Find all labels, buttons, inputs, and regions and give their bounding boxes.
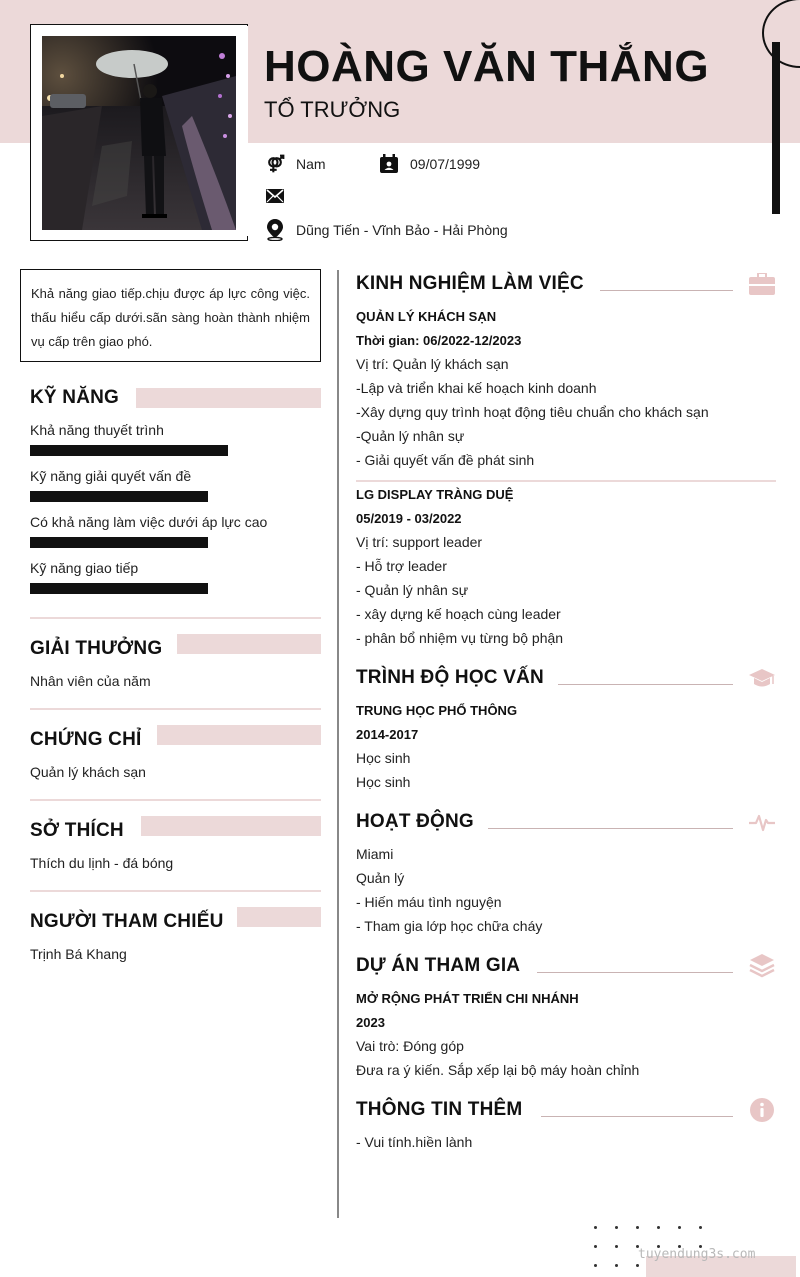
layers-icon	[748, 952, 776, 980]
certificates-title: CHỨNG CHỈ	[30, 729, 142, 750]
watermark: tuyendung3s.com	[638, 1247, 756, 1262]
decorative-vertical-bar	[772, 42, 780, 214]
projects-title: DỰ ÁN THAM GIA	[356, 955, 521, 976]
full-name: HOÀNG VĂN THẮNG	[264, 42, 710, 91]
birthday-value: 09/07/1999	[410, 156, 481, 172]
education-time: 2014-2017	[356, 727, 419, 742]
skill-label: Khả năng thuyết trình	[30, 422, 164, 438]
gender-value: Nam	[296, 156, 326, 172]
email-row	[265, 186, 296, 206]
education-line: Học sinh	[356, 750, 411, 766]
job-company: LG DISPLAY TRÀNG DUỆ	[356, 487, 514, 502]
skill-label: Kỹ năng giao tiếp	[30, 560, 139, 576]
project-line: Vai trò: Đóng góp	[356, 1038, 464, 1054]
education-title-line	[558, 684, 733, 685]
section-divider	[30, 708, 321, 710]
project-name: MỞ RỘNG PHÁT TRIỂN CHI NHÁNH	[356, 991, 579, 1006]
gender-row	[265, 154, 326, 174]
skills-title-bar	[136, 388, 321, 408]
activities-title-line	[488, 828, 733, 829]
extra-title-line	[541, 1116, 733, 1117]
envelope-icon	[265, 186, 285, 206]
activity-line: - Tham gia lớp học chữa cháy	[356, 918, 543, 934]
skill-level-bar	[30, 445, 228, 456]
job-line: - phân bổ nhiệm vụ từng bộ phận	[356, 630, 564, 646]
skill-level-bar	[30, 537, 208, 548]
info-icon	[748, 1096, 776, 1124]
skill-label: Có khả năng làm việc dưới áp lực cao	[30, 514, 268, 530]
section-divider	[30, 890, 321, 892]
references-title-bar	[237, 907, 321, 927]
activity-line: Miami	[356, 846, 394, 862]
project-line: Đưa ra ý kiến. Sắp xếp lại bộ máy hoàn chỉnh	[356, 1062, 640, 1078]
job-divider	[356, 480, 776, 482]
certificates-title-bar	[157, 725, 321, 745]
job-line: - Quản lý nhân sự	[356, 582, 469, 598]
job-line: - xây dựng kế hoạch cùng leader	[356, 606, 561, 622]
job-line: - Giải quyết vấn đề phát sinh	[356, 452, 535, 468]
education-title: TRÌNH ĐỘ HỌC VẤN	[356, 667, 544, 688]
hobbies-text: Thích du lịnh - đá bóng	[30, 855, 174, 871]
job-time: Thời gian: 06/2022-12/2023	[356, 333, 522, 348]
job-line: Vị trí: support leader	[356, 534, 483, 550]
extra-line: - Vui tính.hiền lành	[356, 1134, 473, 1150]
gender-icon	[265, 154, 285, 174]
job-line: -Xây dựng quy trình hoạt động tiêu chuẩn cho khách sạn	[356, 404, 709, 420]
job-line: -Quản lý nhân sự	[356, 428, 465, 444]
references-title: NGƯỜI THAM CHIẾU	[30, 911, 224, 932]
skills-title: KỸ NĂNG	[30, 387, 120, 408]
section-divider	[30, 617, 321, 619]
job-company: QUẢN LÝ KHÁCH SẠN	[356, 309, 497, 324]
skill-label: Kỹ năng giải quyết vấn đề	[30, 468, 192, 484]
references-text: Trịnh Bá Khang	[30, 946, 127, 962]
job-line: - Hỗ trợ leader	[356, 558, 447, 574]
awards-title: GIẢI THƯỞNG	[30, 638, 163, 659]
calendar-icon	[379, 154, 399, 174]
hobbies-title: SỞ THÍCH	[30, 820, 124, 841]
skill-level-bar	[30, 491, 208, 502]
job-line: -Lập và triển khai kế hoạch kinh doanh	[356, 380, 597, 396]
extra-title: THÔNG TIN THÊM	[356, 1099, 523, 1120]
education-line: Học sinh	[356, 774, 411, 790]
activity-line: - Hiến máu tình nguyện	[356, 894, 502, 910]
experience-title: KINH NGHIỆM LÀM VIỆC	[356, 273, 584, 294]
section-divider	[30, 799, 321, 801]
projects-title-line	[537, 972, 733, 973]
job-title: TỔ TRƯỞNG	[264, 97, 401, 122]
activity-line: Quản lý	[356, 870, 405, 886]
activities-title: HOẠT ĐỘNG	[356, 811, 474, 832]
column-divider	[337, 270, 339, 1218]
awards-title-bar	[177, 634, 321, 654]
skill-level-bar	[30, 583, 208, 594]
education-school: TRUNG HỌC PHỔ THÔNG	[356, 703, 518, 718]
address-row	[265, 220, 508, 240]
map-pin-icon	[265, 220, 285, 240]
project-time: 2023	[356, 1015, 385, 1030]
experience-title-line	[600, 290, 733, 291]
graduation-cap-icon	[748, 665, 776, 693]
address-value: Dũng Tiến - Vĩnh Bảo - Hải Phòng	[296, 222, 508, 238]
job-time: 05/2019 - 03/2022	[356, 511, 462, 526]
profile-photo	[42, 36, 236, 230]
summary-box: Khả năng giao tiếp.chịu được áp lực công việc. thấu hiểu cấp dưới.sãn sàng hoàn thành nhiệm vụ cấp trên giao phó.	[20, 269, 321, 362]
hobbies-title-bar	[141, 816, 321, 836]
job-line: Vị trí: Quản lý khách sạn	[356, 356, 509, 372]
awards-text: Nhân viên của năm	[30, 673, 151, 689]
certificates-text: Quản lý khách sạn	[30, 764, 146, 780]
pulse-icon	[748, 809, 776, 837]
birthday-row	[379, 154, 480, 174]
briefcase-icon	[748, 270, 776, 298]
